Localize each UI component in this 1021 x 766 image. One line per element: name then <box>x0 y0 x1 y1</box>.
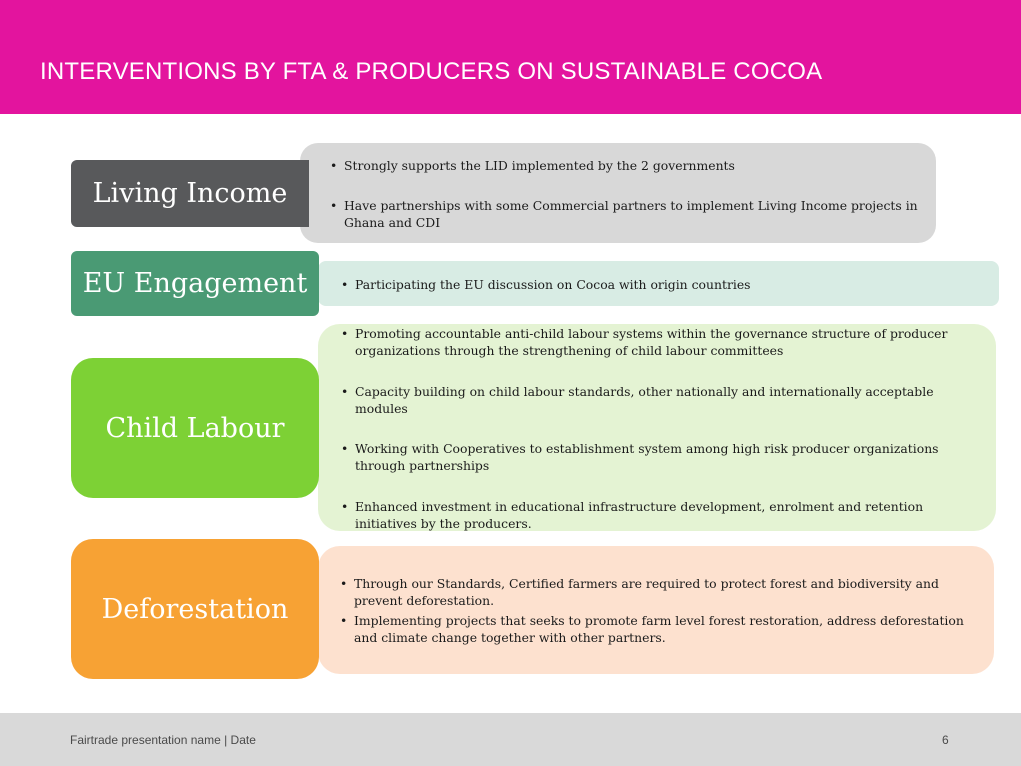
list-item: • Implementing projects that seeks to promote farm level forest restoration, address deforestation and climate change together with other partners. <box>340 612 970 646</box>
deforestation-bullets <box>340 575 970 646</box>
eu-engagement-bullets <box>341 276 981 293</box>
eu-engagement-label-box <box>71 251 319 316</box>
list-item: • Strongly supports the LID implemented by the 2 governments <box>330 157 920 174</box>
living-income-bullets <box>330 157 920 231</box>
page-number: 6 <box>942 733 949 747</box>
footer-text: Fairtrade presentation name | Date <box>70 733 256 747</box>
list-item: • Enhanced investment in educational infrastructure development, enrolment and retention initiatives by the producers. <box>341 498 956 532</box>
list-item: • Participating the EU discussion on Cocoa with origin countries <box>341 276 981 293</box>
title-bar <box>0 0 1021 114</box>
list-item: • Capacity building on child labour standards, other nationally and internationally acceptable modules <box>341 383 956 417</box>
slide-title: INTERVENTIONS BY FTA & PRODUCERS ON SUSTAINABLE COCOA <box>40 58 823 85</box>
living-income-label: Living Income <box>92 178 288 209</box>
child-labour-label-box <box>71 358 319 498</box>
living-income-label-box <box>71 160 309 227</box>
list-item: • Through our Standards, Certified farmers are required to protect forest and biodiversity and prevent deforestation. <box>340 575 970 609</box>
child-labour-bullets <box>341 325 956 532</box>
deforestation-label: Deforestation <box>101 593 289 625</box>
list-item: • Working with Cooperatives to establishment system among high risk producer organizations through partnerships <box>341 440 956 474</box>
list-item: • Have partnerships with some Commercial partners to implement Living Income projects in Ghana and CDI <box>330 197 920 231</box>
deforestation-label-box <box>71 539 319 679</box>
list-item: • Promoting accountable anti-child labour systems within the governance structure of producer organizations through the strengthening of child labour committees <box>341 325 956 359</box>
eu-engagement-label: EU Engagement <box>82 268 308 299</box>
child-labour-label: Child Labour <box>105 412 285 444</box>
